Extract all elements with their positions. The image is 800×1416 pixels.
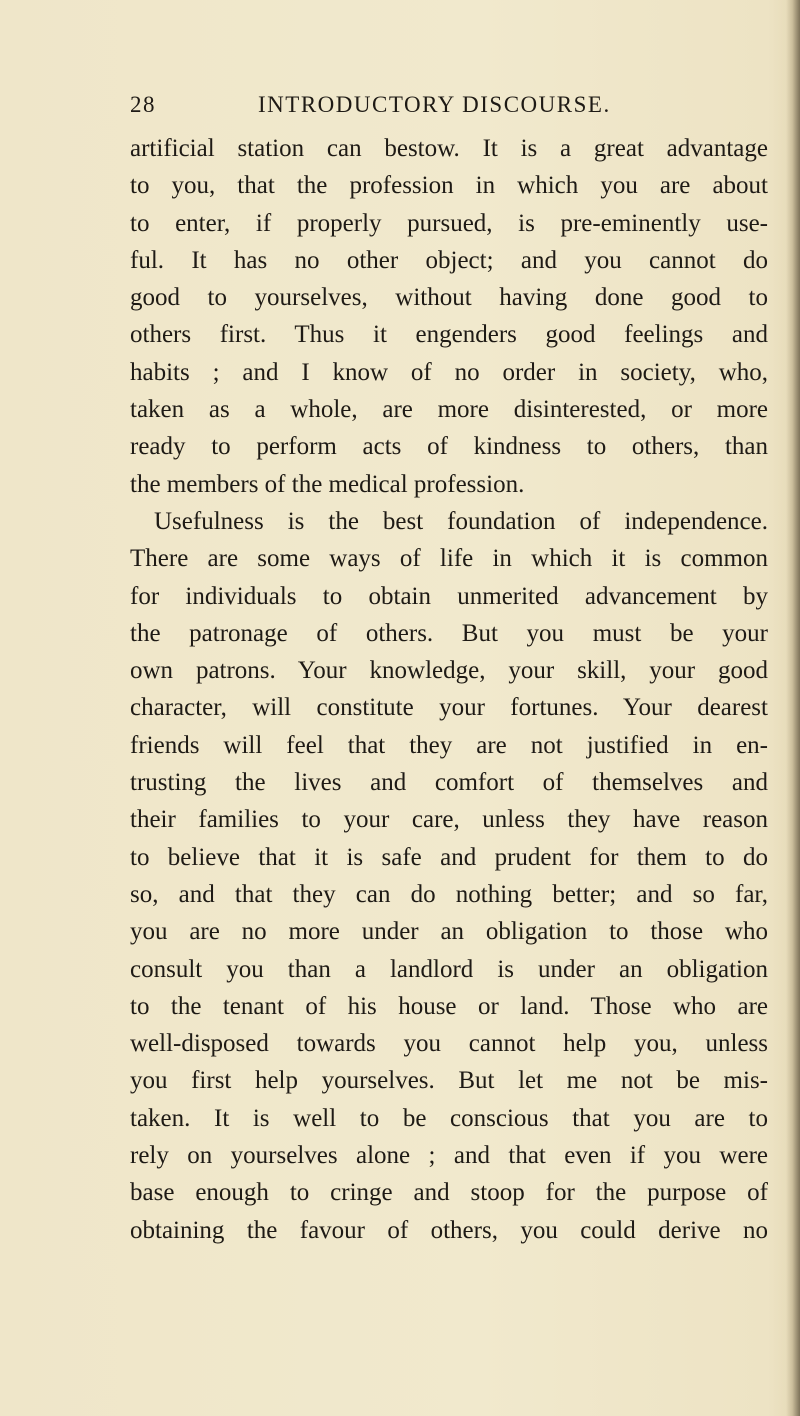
text-line: taken. It is well to be conscious that you are to: [130, 1104, 768, 1132]
text-line: to you, that the profession in which you are about: [130, 172, 768, 200]
text-line: obtaining the favour of others, you could derive no: [130, 1216, 768, 1244]
text-line: others first. Thus it engenders good feelings and: [130, 321, 768, 349]
text-line: trusting the lives and comfort of themselves and: [130, 769, 768, 797]
text-line: to enter, if properly pursued, is pre-eminently use-: [130, 209, 768, 237]
text-line: well-disposed towards you cannot help you, unless: [130, 1030, 768, 1058]
text-line: ful. It has no other object; and you cannot do: [130, 246, 768, 274]
text-line: their families to your care, unless they have reason: [130, 806, 768, 834]
text-line: friends will feel that they are not justified in en-: [130, 731, 768, 759]
running-head: INTRODUCTORY DISCOURSE.: [258, 92, 611, 117]
text-line: rely on yourselves alone ; and that even if you were: [130, 1142, 768, 1170]
text-line: the members of the medical profession.: [130, 470, 525, 498]
text-line: character, will constitute your fortunes. Your dearest: [130, 694, 768, 722]
text-line: artificial station can bestow. It is a great advantage: [130, 135, 768, 162]
page-number: 28: [130, 92, 156, 117]
text-line: so, and that they can do nothing better; and so far,: [130, 880, 768, 908]
text-line: base enough to cringe and stoop for the purpose of: [130, 1179, 768, 1207]
text-line: own patrons. Your knowledge, your skill, your good: [130, 657, 768, 685]
text-line: the patronage of others. But you must be your: [130, 619, 768, 647]
text-line: Usefulness is the best foundation of independence.: [154, 507, 768, 535]
text-line: for individuals to obtain unmerited advancement by: [130, 582, 768, 610]
text-line: consult you than a landlord is under an obligation: [130, 955, 768, 983]
page-edge-shadow: [786, 0, 800, 1416]
text-line: taken as a whole, are more disinterested, or more: [130, 396, 768, 424]
body-text: [130, 130, 768, 1249]
text-line: to the tenant of his house or land. Those who are: [130, 992, 768, 1020]
text-line: you first help yourselves. But let me not be mis-: [130, 1067, 768, 1095]
text-line: to believe that it is safe and prudent for them to do: [130, 843, 768, 871]
text-line: There are some ways of life in which it is common: [130, 545, 768, 573]
text-line: ready to perform acts of kindness to others, than: [130, 433, 768, 461]
text-line: you are no more under an obligation to those who: [130, 918, 768, 946]
text-line: good to yourselves, without having done good to: [130, 284, 768, 312]
text-line: habits ; and I know of no order in society, who,: [130, 358, 768, 386]
page-header: [130, 92, 770, 126]
